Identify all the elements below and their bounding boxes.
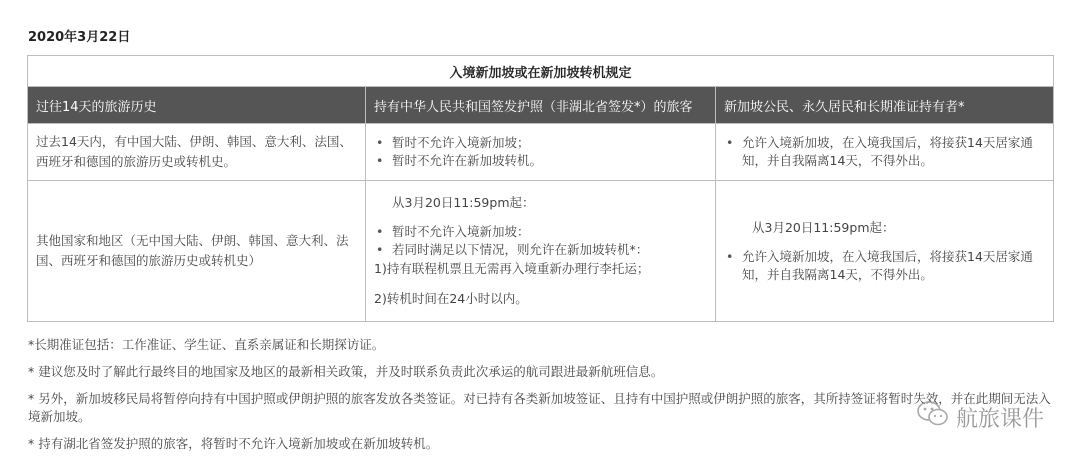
header-travel-history: 过往14天的旅游历史 (28, 87, 366, 124)
note-long-term-pass: *长期准证包括：工作准证、学生证、直系亲属证和长期探访证。 (28, 337, 385, 352)
header-sg-residents: 新加坡公民、永久居民和长期准证持有者* (716, 87, 1054, 124)
watermark (916, 400, 1044, 434)
rules-table (27, 55, 1054, 322)
row2-passport-from: 从3月20日11:59pm起： (392, 195, 535, 210)
header-chinese-passport: 持有中华人民共和国签发护照（非湖北省签发*）的旅客 (366, 87, 716, 124)
page-date: 2020年3月22日 (28, 30, 131, 45)
row2-condition-1: 1)持有联程机票且无需再入境重新办理行李托运； (374, 261, 650, 276)
row1-history-text: 过去14天内，有中国大陆、伊朗、韩国、意大利、法国、西班牙和德国的旅游历史或转机史。 (36, 134, 352, 169)
row1-resident-cell (716, 124, 1054, 181)
table-row (28, 181, 1054, 322)
notes-section (28, 336, 1058, 462)
list-item: • 允许入境新加坡，在入境我国后，将接获14天居家通知，并自我隔离14天，不得外出。 (742, 134, 1045, 170)
row2-resident-cell (716, 181, 1054, 322)
row2-passport-cell (366, 181, 716, 322)
row2-history-text: 其他国家和地区（无中国大陆、伊朗、韩国、意大利、法国、西班牙和德国的旅游历史或转机史） (36, 233, 349, 268)
note-hubei-passport: * 持有湖北省签发护照的旅客，将暂时不允许入境新加坡或在新加坡转机。 (28, 436, 439, 451)
row2-resident-from: 从3月20日11:59pm起： (752, 220, 895, 235)
table-row (28, 124, 1054, 181)
table-title: 入境新加坡或在新加坡转机规定 (28, 56, 1054, 87)
note-advice: * 建议您及时了解此行最终目的地国家及地区的最新相关政策，并及时联系负责此次承运的航司跟进最新航班信息。 (28, 364, 664, 379)
table-header-row (28, 87, 1054, 124)
row2-condition-2: 2)转机时间在24小时以内。 (374, 291, 528, 306)
list-item: • 若同时满足以下情况，则允许在新加坡转机*： (392, 241, 707, 259)
list-item: • 允许入境新加坡，在入境我国后，将接获14天居家通知，并自我隔离14天，不得外出。 (742, 248, 1045, 284)
wechat-icon (916, 400, 950, 434)
watermark-text: 航旅课件 (955, 406, 1044, 432)
row1-passport-cell (366, 124, 716, 181)
list-item: • 暂时不允许入境新加坡； (392, 134, 707, 152)
table-title-row (28, 56, 1054, 87)
row2-history-cell (28, 181, 366, 322)
note-visa-suspension: * 另外，新加坡移民局将暂停向持有中国护照或伊朗护照的旅客发放各类签证。对已持有各类新加坡签证、且持有中国护照或伊朗护照的旅客，其所持签证将暂时失效，并在此期间无法入境新加坡。 (28, 391, 1051, 424)
row1-history-cell (28, 124, 366, 181)
list-item: • 暂时不允许入境新加坡： (392, 223, 707, 241)
list-item: • 暂时不允许在新加坡转机。 (392, 152, 707, 170)
